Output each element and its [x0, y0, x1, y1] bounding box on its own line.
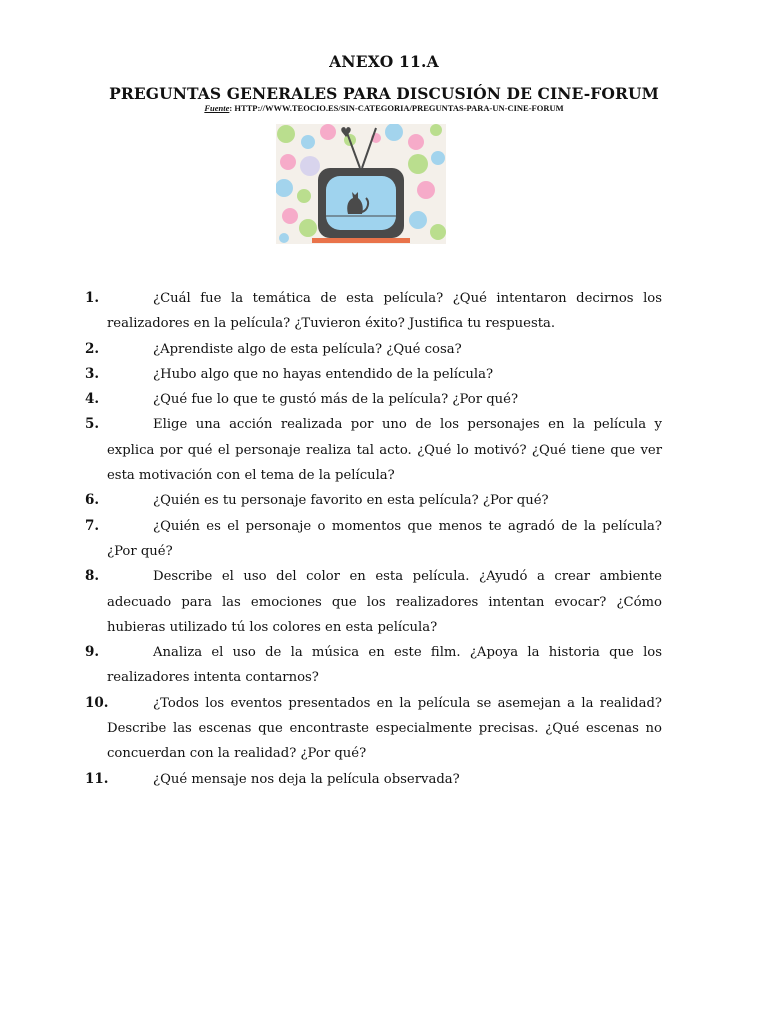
question-number: 3.: [85, 365, 100, 382]
question-item: [85, 564, 662, 640]
question-text: ¿Qué mensaje nos deja la película observada?: [153, 771, 460, 787]
question-number: 6.: [85, 492, 100, 509]
question-item: [85, 691, 662, 767]
question-list: [85, 286, 662, 792]
question-number: 9.: [85, 644, 100, 661]
question-item: [85, 286, 662, 337]
question-number: 11.: [85, 770, 109, 787]
question-item: [85, 488, 662, 513]
question-number: 7.: [85, 517, 100, 534]
question-text: ¿Qué fue lo que te gustó más de la película? ¿Por qué?: [153, 392, 519, 408]
question-text: Analiza el uso de la música en este film. ¿Apoya la historia que los realizadores intenta contarnos?: [107, 645, 662, 686]
page-title: PREGUNTAS GENERALES PARA DISCUSIÓN DE CINE-FORUM: [109, 84, 659, 103]
source-line: [0, 103, 768, 113]
retro-tv-with-cat-icon: [276, 124, 446, 244]
question-text: ¿Hubo algo que no hayas entendido de la película?: [153, 366, 494, 382]
question-number: 4.: [85, 391, 100, 408]
question-item: [85, 412, 662, 488]
question-item: [85, 387, 662, 412]
question-text: Describe el uso del color en esta película. ¿Ayudó a crear ambiente adecuado para las emociones que los realizadores intentan evocar? ¿Cómo hubieras utilizado tú los colores en esta película?: [107, 569, 662, 635]
source-url: : HTTP://WWW.TEOCIO.ES/SIN-CATEGORIA/PREGUNTAS-PARA-UN-CINE-FORUM: [229, 103, 564, 113]
annex-title: ANEXO 11.A: [329, 52, 439, 71]
question-text: ¿Cuál fue la temática de esta película? ¿Qué intentaron decirnos los realizadores en la película? ¿Tuvieron éxito? Justifica tu respuesta.: [107, 291, 662, 332]
question-text: ¿Aprendiste algo de esta película? ¿Qué cosa?: [153, 341, 462, 357]
question-text: Elige una acción realizada por uno de los personajes en la película y explica por qué el personaje realiza tal acto. ¿Qué lo motivó? ¿Qué tiene que ver esta motivación con el tema de la película?: [107, 417, 662, 484]
question-number: 1.: [85, 290, 100, 306]
question-number: 8.: [85, 568, 100, 585]
question-number: 5.: [85, 416, 100, 433]
question-text: ¿Todos los eventos presentados en la película se asemejan a la realidad? Describe las escenas que encontraste especialmente precisas. ¿Qué escenas no concuerdan con la realidad? ¿Por qué?: [107, 695, 662, 762]
question-text: ¿Quién es el personaje o momentos que menos te agradó de la película? ¿Por qué?: [107, 518, 662, 559]
question-item: [85, 362, 662, 387]
source-label: Fuente: [204, 103, 230, 113]
question-item: [85, 514, 662, 565]
question-item: [85, 767, 662, 792]
question-item: [85, 337, 662, 362]
question-number: 10.: [85, 694, 109, 711]
question-number: 2.: [85, 340, 100, 357]
question-text: ¿Quién es tu personaje favorito en esta película? ¿Por qué?: [153, 493, 549, 509]
question-item: [85, 640, 662, 691]
